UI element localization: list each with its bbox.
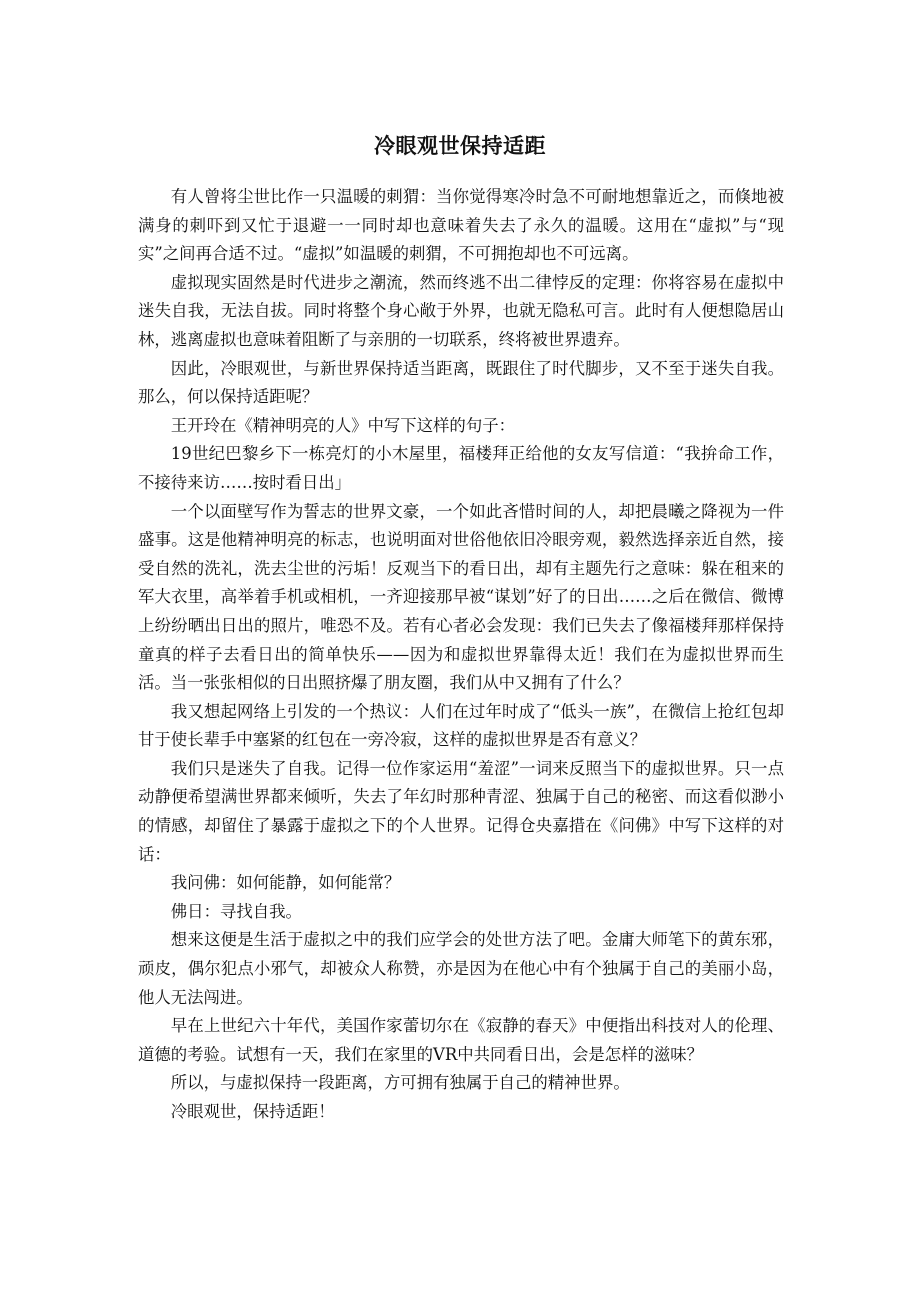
paragraph: 因此，冷眼观世，与新世界保持适当距离，既跟住了时代脚步，又不至于迷失自我。那么，何以保持适距呢？ — [138, 358, 784, 407]
paragraph: 所以，与虚拟保持一段距离，方可拥有独属于自己的精神世界。 — [170, 1073, 630, 1093]
paragraph: 我们只是迷失了自我。记得一位作家运用“羞涩”一词来反照当下的虚拟世界。只一点动静便希望满世界都来倾听，失去了年幻时那种青涩、独属于自己的秘密、而这看似渺小的情感，却留住了暴露于虚拟之下的个人世界。记得仓央嘉措在《问佛》中写下这样的对话： — [138, 758, 784, 864]
paragraph: 有人曾将尘世比作一只温暖的刺猬：当你觉得寒冷时急不可耐地想靠近之，而倏地被满身的刺吓到又忙于退避一一同时却也意味着失去了永久的温暖。这用在“虚拟”与“现实”之间再合适不过。“虚拟”如温暖的刺猬，不可拥抱却也不可远离。 — [138, 187, 784, 264]
paragraph: 一个以面壁写作为誓志的世界文豪，一个如此吝惜时间的人，却把晨曦之降视为一件盛事。这是他精神明亮的标志，也说明面对世俗他依旧冷眼旁观，毅然选择亲近自然，接受自然的洗礼，洗去尘世的污垢！反观当下的看日出，却有主题先行之意味：躲在租来的军大衣里，高举着手机或相机，一齐迎接那早被“谋划”好了的日出……之后在微信、微博上纷纷晒出日出的照片，唯恐不及。若有心者必会发现：我们已失去了像福楼拜那样保持童真的样子去看日出的简单快乐——因为和虚拟世界靠得太近！我们在为虚拟世界而生活。当一张张相似的日出照挤爆了朋友圈，我们从中又拥有了什么？ — [138, 501, 784, 693]
paragraph: 冷眼观世，保持适距！ — [170, 1102, 335, 1121]
paragraph: 想来这便是生活于虚拟之中的我们应学会的处世方法了吧。金庸大师笔下的黄东邪，顽皮，偶尔犯点小邪气，却被众人称赞，亦是因为在他心中有个独属于自己的美丽小岛，他人无法闯进。 — [138, 930, 784, 1007]
paragraph: 虚拟现实固然是时代进步之潮流，然而终逃不出二律悖反的定理：你将容易在虚拟中迷失自我，无法自拔。同时将整个身心敞于外界，也就无隐私可言。此时有人便想隐居山林，逃离虚拟也意味着阻断了与亲朋的一切联系，终将被世界遗弃。 — [138, 272, 784, 349]
paragraph: 我又想起网络上引发的一个热议：人们在过年时成了“低头一族”，在微信上抢红包却甘于使长辈手中塞紧的红包在一旁冷寂，这样的虚拟世界是否有意义？ — [138, 701, 784, 750]
document-title: 冷眼观世保持适距 — [374, 133, 546, 159]
paragraph: 佛日：寻找自我。 — [170, 901, 302, 921]
paragraph: 王开玲在《精神明亮的人》中写下这样的句子： — [170, 415, 515, 435]
paragraph: 我问佛：如何能静，如何能常？ — [170, 873, 401, 893]
paragraph: 19世纪巴黎乡下一栋亮灯的小木屋里，福楼拜正给他的女友写信道：“我拚命工作，不接待来访……按时看日出」 — [138, 444, 784, 492]
paragraph: 早在上世纪六十年代，美国作家蕾切尔在《寂静的春天》中便指出科技对人的伦理、道德的考验。试想有一天，我们在家里的VR中共同看日出，会是怎样的滋味？ — [138, 1016, 784, 1064]
document-body — [138, 183, 784, 1127]
